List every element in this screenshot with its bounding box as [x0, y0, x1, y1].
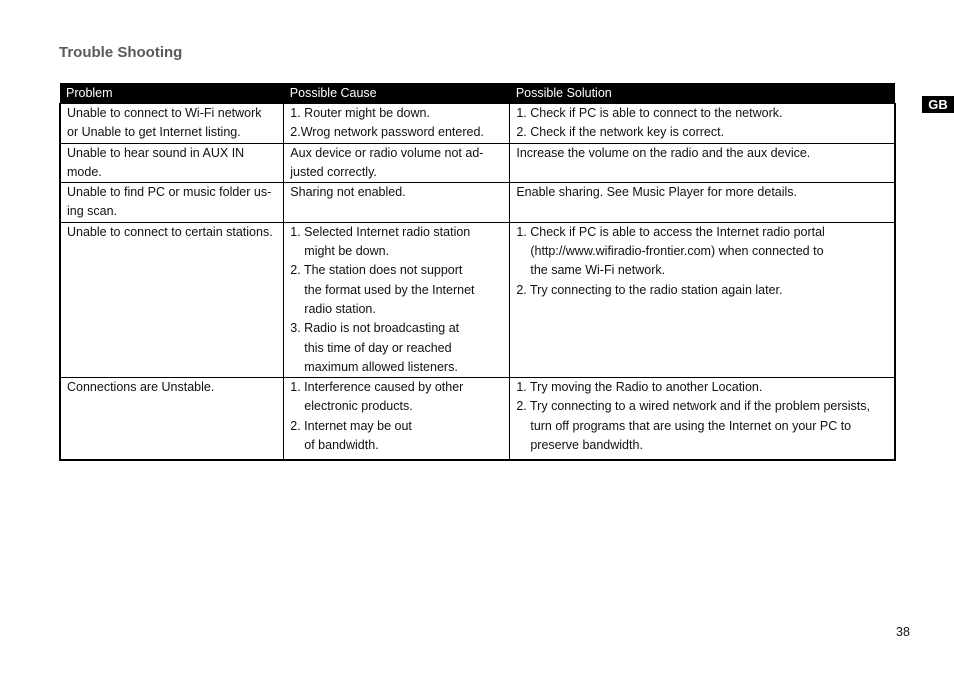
cause-cell: [284, 222, 510, 377]
solution-line: 2. Try connecting to the radio station again later.: [516, 282, 783, 297]
problem-line: Unable to hear sound in AUX IN: [67, 145, 245, 160]
cause-line: Aux device or radio volume not ad-: [290, 145, 484, 160]
table-row: [60, 222, 895, 377]
cause-line: justed correctly.: [290, 164, 377, 179]
table-row: [60, 183, 895, 223]
problem-line: ing scan.: [67, 204, 118, 219]
table-header-row: [60, 83, 895, 104]
table-row: [60, 143, 895, 183]
cause-line: 2.Wrog network password entered.: [290, 125, 484, 140]
problem-cell: [60, 378, 284, 461]
problem-cell: [60, 183, 284, 223]
cause-line: maximum allowed listeners.: [304, 359, 458, 374]
cause-line: 1. Interference caused by other: [290, 380, 464, 395]
solution-line: the same Wi-Fi network.: [530, 263, 666, 278]
page-number: 38: [896, 625, 910, 639]
solution-cell: [510, 183, 895, 223]
table-row: [60, 104, 895, 144]
cause-line: electronic products.: [304, 399, 413, 414]
language-badge: GB: [922, 96, 954, 113]
cause-cell: [284, 104, 510, 144]
problem-line: Unable to find PC or music folder us-: [67, 185, 272, 200]
troubleshooting-table: [59, 83, 896, 461]
solution-line: 1. Check if PC is able to connect to the network.: [516, 106, 783, 120]
table-row: [60, 378, 895, 461]
cause-cell: [284, 183, 510, 223]
solution-cell: [510, 143, 895, 183]
cause-cell: [284, 143, 510, 183]
cause-line: 1. Selected Internet radio station: [290, 224, 471, 239]
cause-line: 1. Router might be down.: [290, 106, 430, 120]
problem-cell: [60, 143, 284, 183]
solution-line: 1. Try moving the Radio to another Location.: [516, 380, 763, 395]
problem-line: Connections are Unstable.: [67, 380, 215, 395]
solution-line: (http://www.wifiradio-frontier.com) when connected to: [530, 244, 824, 259]
cause-cell: [284, 378, 510, 461]
solution-line: Enable sharing. See Music Player for more details.: [516, 185, 798, 200]
cause-line: this time of day or reached: [304, 340, 452, 355]
solution-line: 2. Check if the network key is correct.: [516, 125, 725, 140]
solution-cell: [510, 104, 895, 144]
cause-line: of bandwidth.: [304, 438, 379, 453]
header-problem: Problem: [60, 83, 284, 104]
solution-line: 2. Try connecting to a wired network and if the problem persists,: [516, 399, 870, 414]
problem-line: or Unable to get Internet listing.: [67, 125, 241, 140]
cause-line: 2. The station does not support: [290, 263, 463, 278]
solution-line: turn off programs that are using the Internet on your PC to: [530, 418, 852, 433]
solution-line: 1. Check if PC is able to access the Internet radio portal: [516, 224, 825, 239]
problem-line: Unable to connect to certain stations.: [67, 224, 273, 239]
cause-line: might be down.: [304, 244, 390, 259]
cause-line: the format used by the Internet: [304, 282, 475, 297]
problem-cell: [60, 104, 284, 144]
problem-line: mode.: [67, 164, 102, 179]
solution-cell: [510, 378, 895, 461]
header-possible-cause: Possible Cause: [284, 83, 510, 104]
section-title: Trouble Shooting: [59, 44, 183, 61]
solution-line: preserve bandwidth.: [530, 438, 643, 453]
solution-cell: [510, 222, 895, 377]
problem-cell: [60, 222, 284, 377]
cause-line: radio station.: [304, 301, 376, 316]
cause-line: 2. Internet may be out: [290, 418, 412, 433]
solution-line: Increase the volume on the radio and the aux device.: [516, 145, 811, 160]
header-possible-solution: Possible Solution: [510, 83, 895, 104]
problem-line: Unable to connect to Wi-Fi network: [67, 106, 262, 120]
cause-line: 3. Radio is not broadcasting at: [290, 321, 460, 336]
cause-line: Sharing not enabled.: [290, 185, 406, 200]
